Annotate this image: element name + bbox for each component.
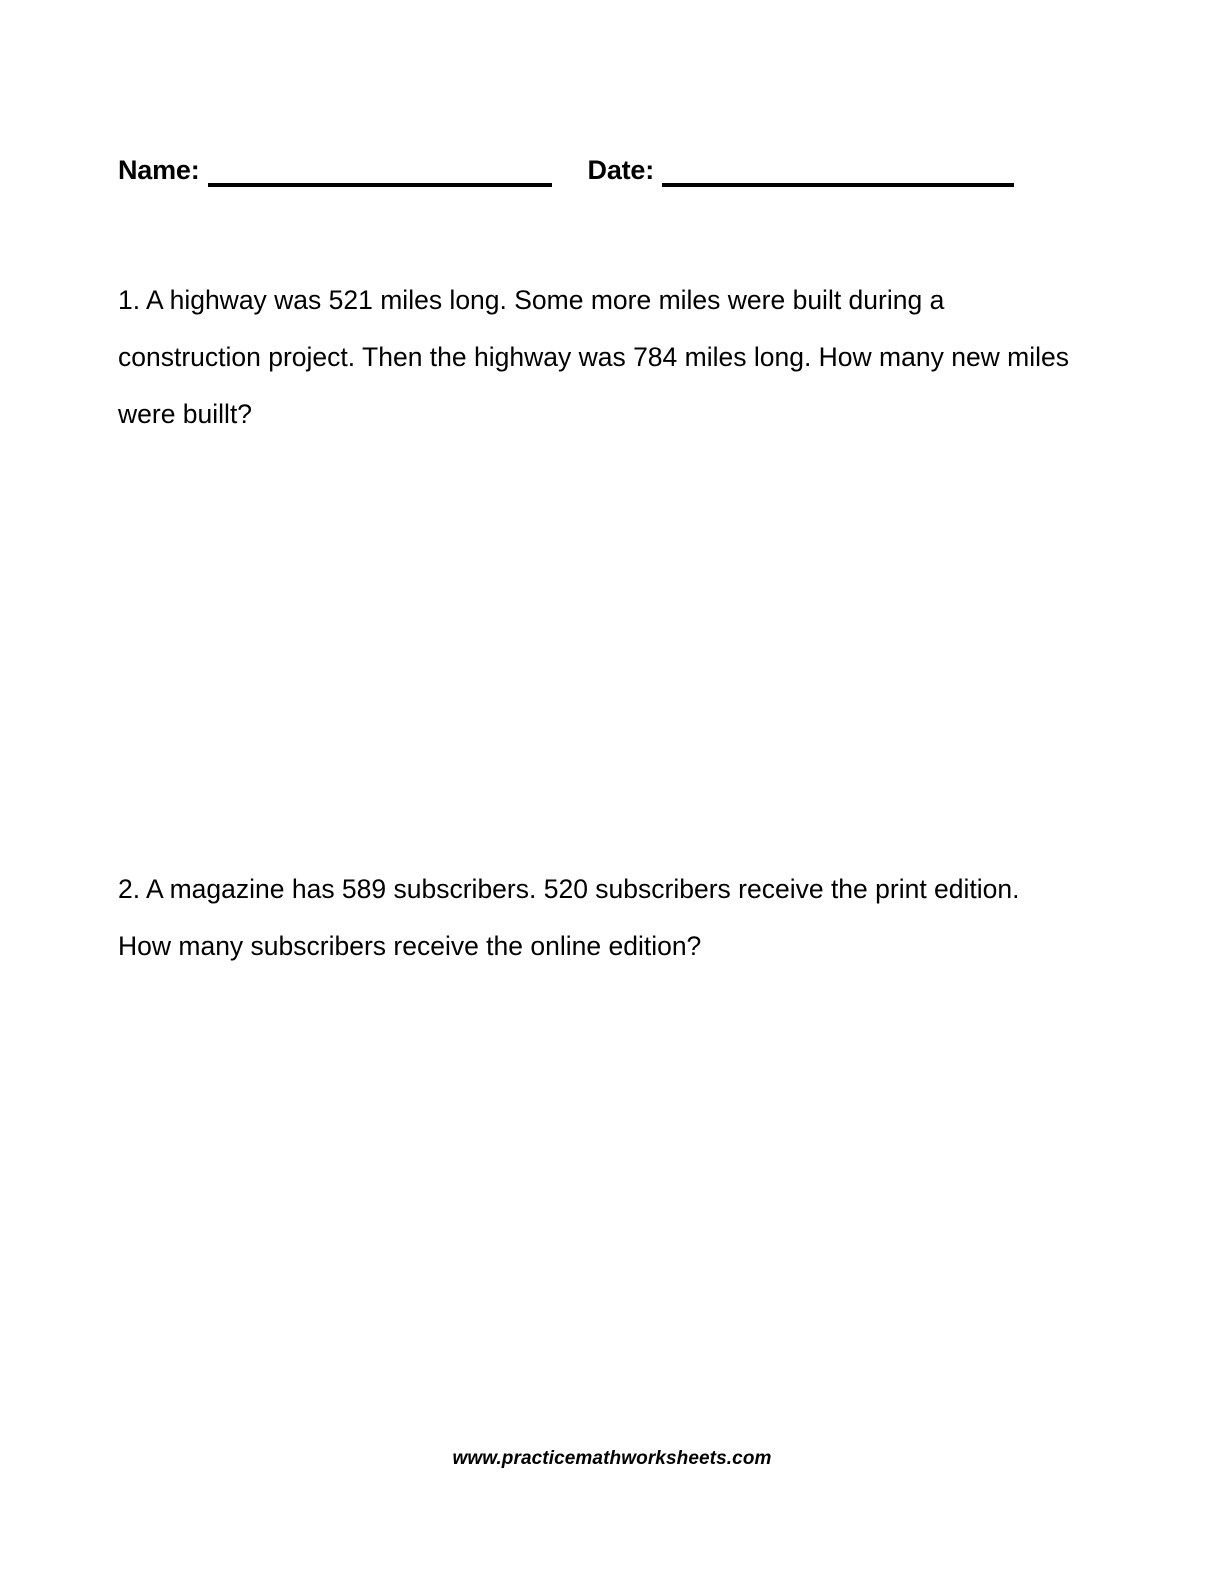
problem-1 <box>118 272 1078 443</box>
name-input-blank[interactable] <box>208 153 552 187</box>
footer <box>0 1448 1224 1470</box>
name-field-group <box>118 153 552 187</box>
problem-2-work-area[interactable] <box>118 975 1078 1415</box>
problem-2 <box>118 861 1078 975</box>
date-label: Date: <box>587 155 655 185</box>
date-field-group <box>588 153 1015 187</box>
problem-2-text: 2. A magazine has 589 subscribers. 520 subscribers receive the print edition. How many subscribers receive the online edition? <box>118 874 1020 961</box>
student-info-header <box>118 143 1058 187</box>
name-label: Name: <box>118 155 200 185</box>
problem-1-text: 1. A highway was 521 miles long. Some more miles were built during a construction project. Then the highway was 784 miles long. How many new miles were buillt? <box>118 285 1070 429</box>
date-input-blank[interactable] <box>662 153 1014 187</box>
problem-1-work-area[interactable] <box>118 430 1078 850</box>
footer-url: www.practicemathworksheets.com <box>452 1448 772 1469</box>
